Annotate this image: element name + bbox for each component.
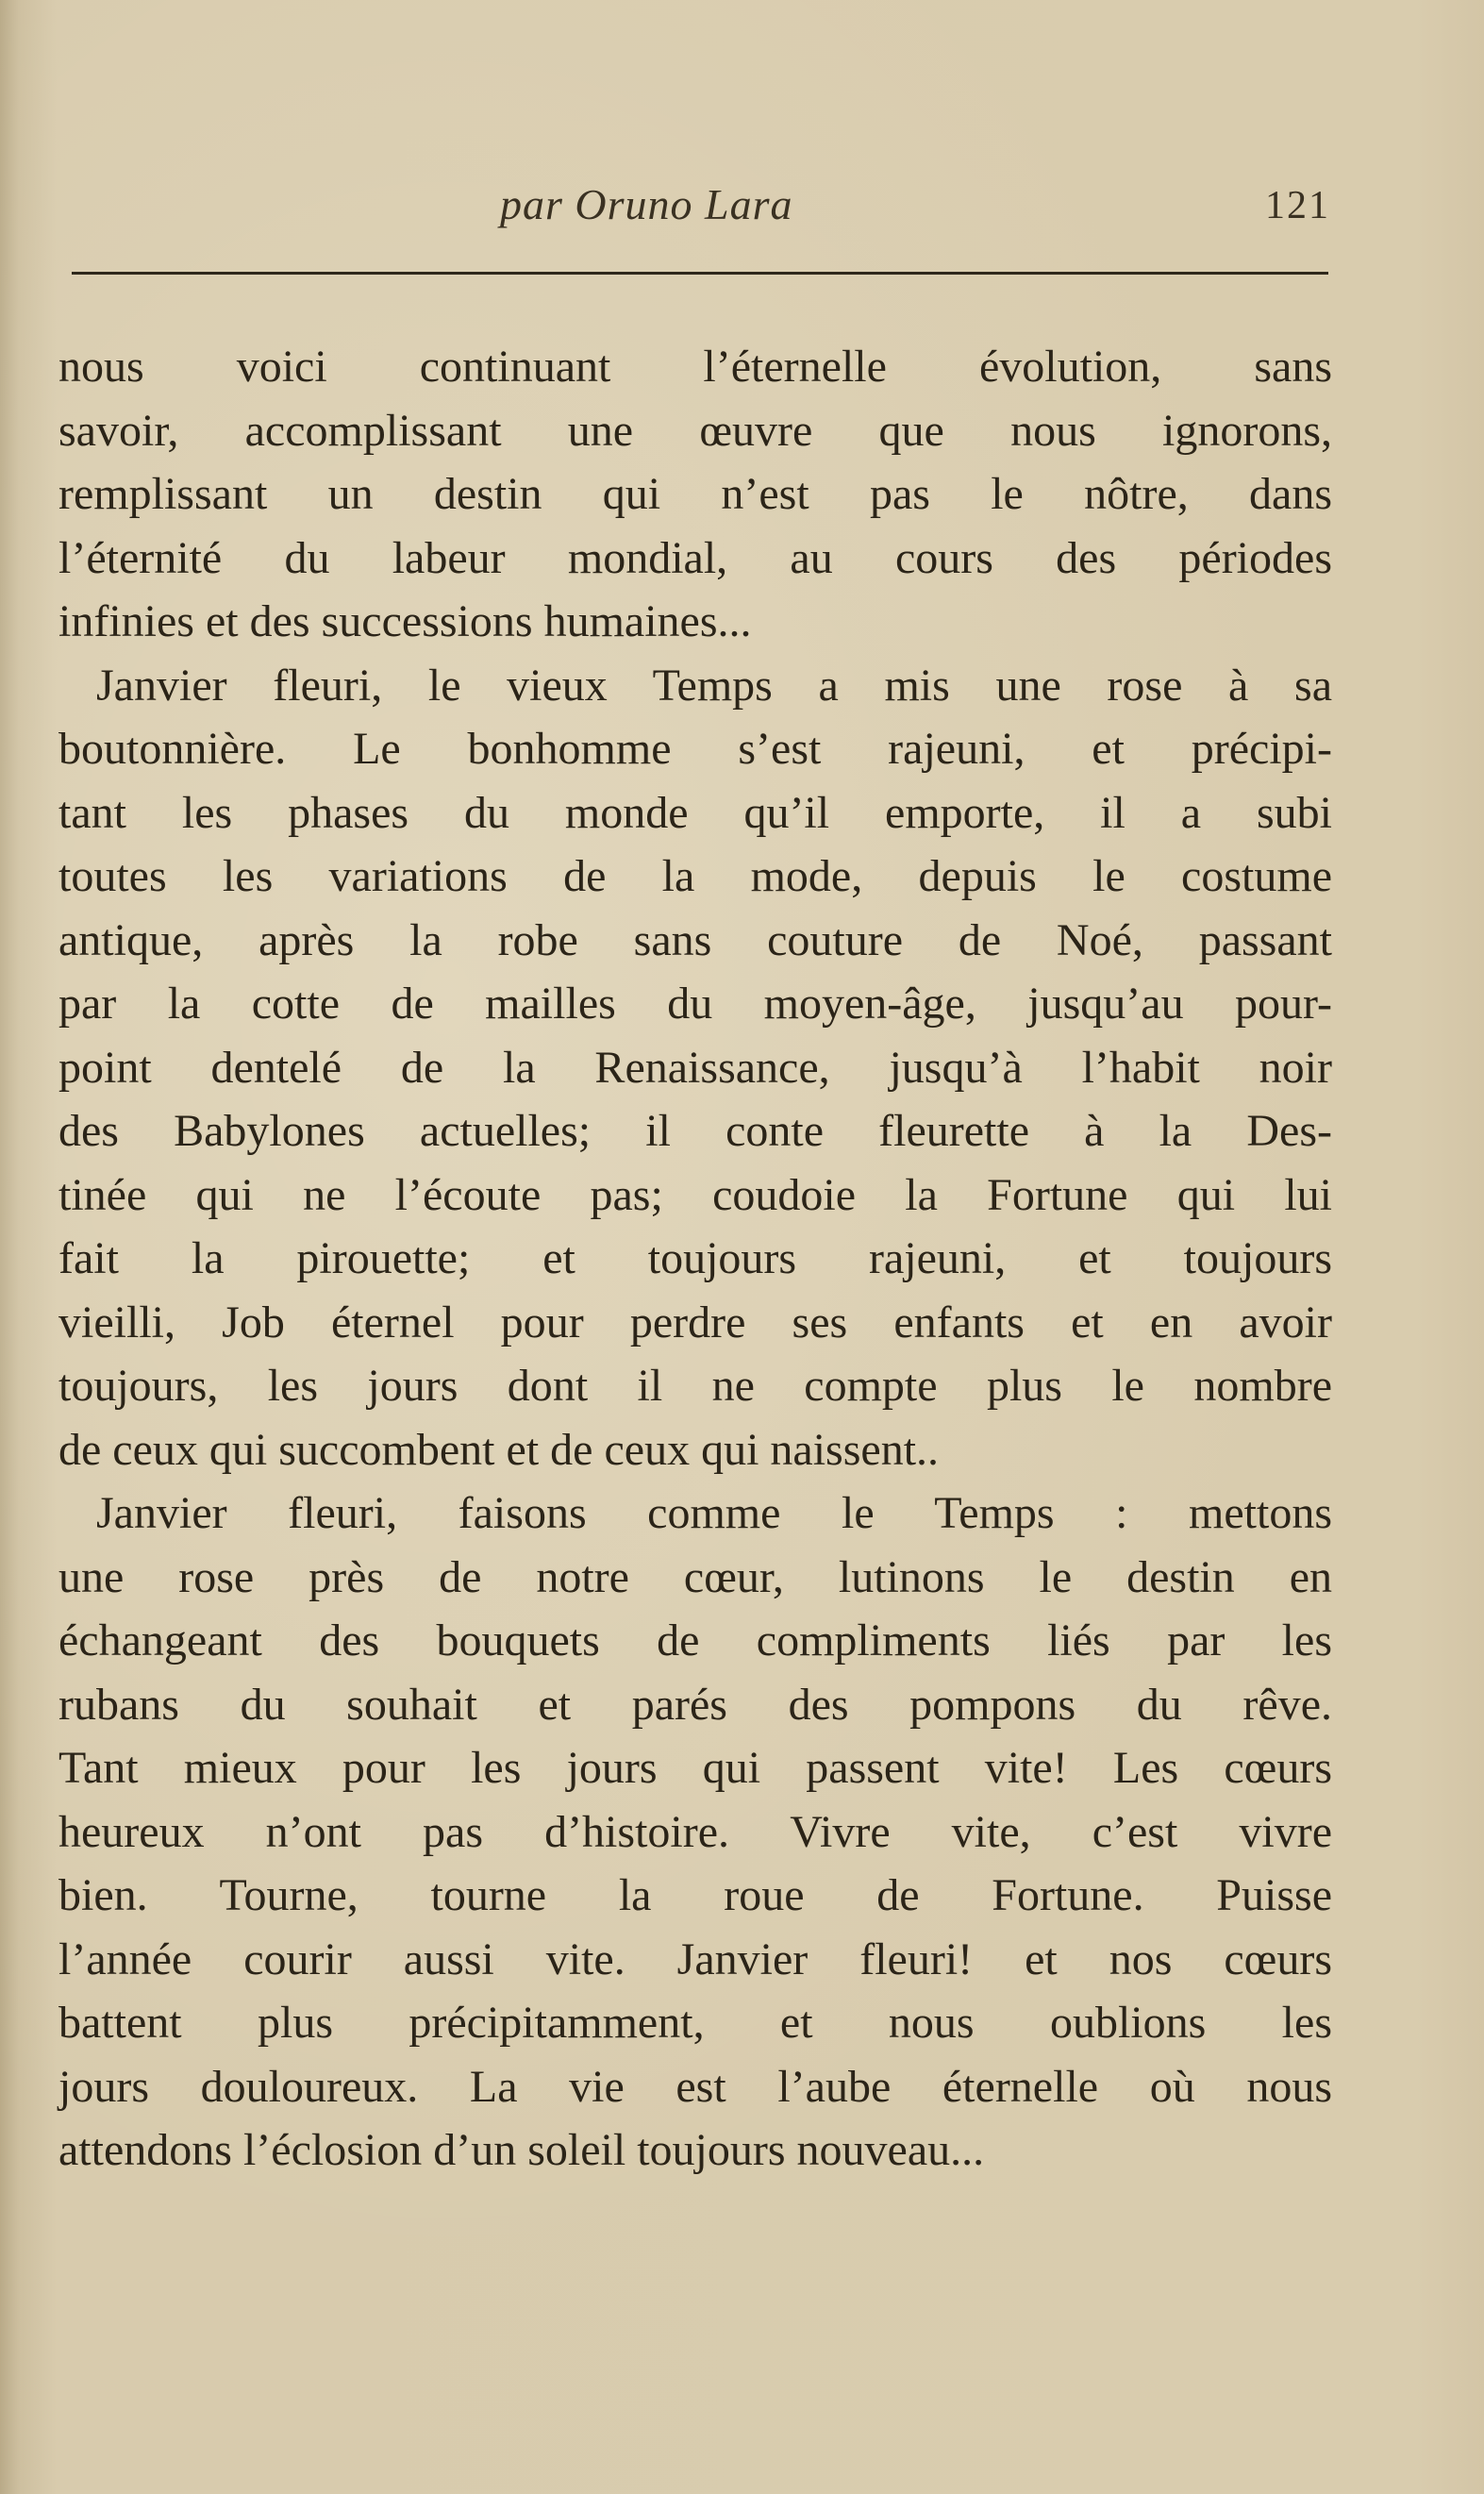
text-line: l’année courir aussi vite. Janvier fleuri! et nos cœurs [58, 1933, 1332, 1984]
text-line: boutonnière. Le bonhomme s’est rajeuni, et précipi- [58, 724, 1332, 774]
text-line: bien. Tourne, tourne la roue de Fortune. Puisse [58, 1870, 1332, 1920]
header-rule [72, 272, 1328, 275]
text-line: échangeant des bouquets de compliments liés par les [58, 1615, 1332, 1665]
page-header [57, 179, 1330, 245]
text-line: heureux n’ont pas d’histoire. Vivre vite, c’est vivre [58, 1806, 1332, 1857]
text-line: jours douloureux. La vie est l’aube éternelle où nous [58, 2061, 1332, 2112]
text-line: nous voici continuant l’éternelle évolution, sans [58, 342, 1332, 392]
text-line: infinies et des successions humaines... [58, 596, 752, 646]
text-line: tinée qui ne l’écoute pas; coudoie la Fortune qui lui [58, 1169, 1332, 1220]
text-line: par la cotte de mailles du moyen-âge, jusqu’au pour- [58, 979, 1332, 1029]
text-line: fait la pirouette; et toujours rajeuni, et toujours [58, 1233, 1332, 1283]
text-line: remplissant un destin qui n’est pas le nôtre, dans [58, 469, 1332, 519]
text-line: de ceux qui succombent et de ceux qui naissent.. [58, 1424, 940, 1475]
page-number: 121 [1265, 184, 1330, 227]
text-line: Tant mieux pour les jours qui passent vite! Les cœurs [58, 1743, 1332, 1793]
text-line: Janvier fleuri, faisons comme le Temps : mettons [96, 1488, 1332, 1538]
text-line: toutes les variations de la mode, depuis le costume [58, 851, 1332, 901]
text-line: antique, après la robe sans couture de Noé, passant [58, 914, 1332, 965]
text-line: l’éternité du labeur mondial, au cours des périodes [58, 532, 1332, 583]
text-line: savoir, accomplissant une œuvre que nous ignorons, [58, 405, 1332, 456]
running-title: par Oruno Lara [500, 180, 793, 228]
text-line: rubans du souhait et parés des pompons du rêve. [58, 1679, 1332, 1730]
text-line: une rose près de notre cœur, lutinons le destin en [58, 1551, 1332, 1602]
text-line: point dentelé de la Renaissance, jusqu’à l’habit noir [58, 1042, 1332, 1093]
text-line: toujours, les jours dont il ne compte plus le nombre [58, 1361, 1332, 1411]
text-line: tant les phases du monde qu’il emporte, il a subi [58, 787, 1332, 838]
text-line: battent plus précipitamment, et nous oublions les [58, 1998, 1332, 2048]
text-line: vieilli, Job éternel pour perdre ses enfants et en avoir [58, 1297, 1332, 1347]
text-line: des Babylones actuelles; il conte fleurette à la Des- [58, 1106, 1332, 1156]
text-line: Janvier fleuri, le vieux Temps a mis une rose à sa [96, 660, 1332, 711]
text-line: attendons l’éclosion d’un soleil toujours nouveau... [58, 2125, 985, 2175]
body-text [58, 335, 1332, 2183]
